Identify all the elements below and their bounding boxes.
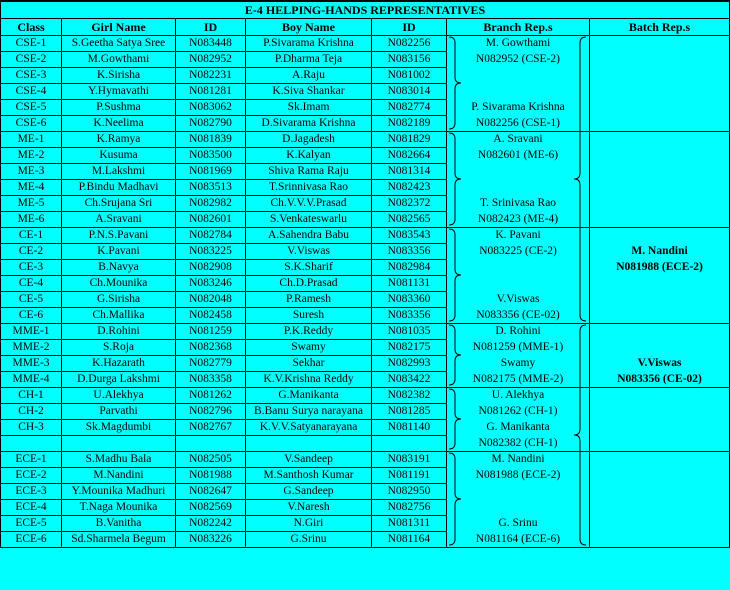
girl-name-cell: M.Gowthami bbox=[62, 52, 176, 68]
girl-id-cell: N081969 bbox=[176, 164, 246, 180]
boy-id-cell: N082950 bbox=[372, 484, 447, 500]
boy-name-cell: B.Banu Surya narayana bbox=[246, 404, 372, 420]
table-row bbox=[1, 484, 730, 500]
boy-id-cell: N083356 bbox=[372, 244, 447, 260]
girl-name-cell: P.N.S.Pavani bbox=[62, 228, 176, 244]
batch-rep-cell bbox=[590, 100, 730, 116]
boy-name-cell: D.Sivarama Krishna bbox=[246, 116, 372, 132]
class-cell: ECE-6 bbox=[1, 532, 62, 548]
branch-rep-cell: A. Sravani bbox=[447, 132, 590, 148]
table-row bbox=[1, 404, 730, 420]
table-row bbox=[1, 116, 730, 132]
batch-rep-cell bbox=[590, 52, 730, 68]
branch-rep-cell: N081164 (ECE-6) bbox=[447, 532, 590, 548]
girl-id-cell: N082505 bbox=[176, 452, 246, 468]
header-branch-reps: Branch Rep.s bbox=[447, 19, 590, 36]
class-cell: CSE-1 bbox=[1, 36, 62, 52]
girl-name-cell: K.Neelima bbox=[62, 116, 176, 132]
boy-id-cell: N081311 bbox=[372, 516, 447, 532]
girl-id-cell: N082048 bbox=[176, 292, 246, 308]
branch-rep-cell: P. Sivarama Krishna bbox=[447, 100, 590, 116]
boy-id-cell: N082382 bbox=[372, 388, 447, 404]
boy-id-cell: N081002 bbox=[372, 68, 447, 84]
class-cell: ME-6 bbox=[1, 212, 62, 228]
girl-name-cell: S.Roja bbox=[62, 340, 176, 356]
class-cell: CSE-6 bbox=[1, 116, 62, 132]
class-cell: ECE-5 bbox=[1, 516, 62, 532]
boy-id-cell: N082984 bbox=[372, 260, 447, 276]
branch-rep-cell: N082952 (CSE-2) bbox=[447, 52, 590, 68]
batch-rep-cell bbox=[590, 196, 730, 212]
branch-rep-cell bbox=[447, 260, 590, 276]
girl-id-cell: N082368 bbox=[176, 340, 246, 356]
boy-id-cell: N082993 bbox=[372, 356, 447, 372]
boy-name-cell: S.Venkateswarlu bbox=[246, 212, 372, 228]
boy-name-cell: Ch.D.Prasad bbox=[246, 276, 372, 292]
batch-rep-cell bbox=[590, 276, 730, 292]
table-row bbox=[1, 36, 730, 52]
class-cell: CH-3 bbox=[1, 420, 62, 436]
class-cell: ECE-4 bbox=[1, 500, 62, 516]
boy-id-cell: N082774 bbox=[372, 100, 447, 116]
girl-id-cell: N083358 bbox=[176, 372, 246, 388]
table-body bbox=[1, 36, 730, 548]
boy-id-cell: N082756 bbox=[372, 500, 447, 516]
girl-name-cell: Ch.Mallika bbox=[62, 308, 176, 324]
girl-id-cell: N082569 bbox=[176, 500, 246, 516]
batch-rep-cell: N081988 (ECE-2) bbox=[590, 260, 730, 276]
girl-id-cell: N081281 bbox=[176, 84, 246, 100]
boy-name-cell: N.Giri bbox=[246, 516, 372, 532]
boy-id-cell: N081191 bbox=[372, 468, 447, 484]
table-row bbox=[1, 532, 730, 548]
branch-rep-cell bbox=[447, 500, 590, 516]
header-class: Class bbox=[1, 19, 62, 36]
boy-id-cell bbox=[372, 436, 447, 452]
batch-rep-cell bbox=[590, 436, 730, 452]
branch-rep-cell: V.Viswas bbox=[447, 292, 590, 308]
girl-name-cell: Parvathi bbox=[62, 404, 176, 420]
batch-rep-cell bbox=[590, 388, 730, 404]
branch-rep-cell bbox=[447, 276, 590, 292]
girl-name-cell: A.Sravani bbox=[62, 212, 176, 228]
girl-id-cell: N083062 bbox=[176, 100, 246, 116]
branch-rep-cell: D. Rohini bbox=[447, 324, 590, 340]
girl-id-cell: N083226 bbox=[176, 532, 246, 548]
boy-id-cell: N083360 bbox=[372, 292, 447, 308]
table-row bbox=[1, 180, 730, 196]
girl-id-cell: N082779 bbox=[176, 356, 246, 372]
table-row bbox=[1, 132, 730, 148]
boy-id-cell: N082175 bbox=[372, 340, 447, 356]
class-cell: CE-6 bbox=[1, 308, 62, 324]
girl-id-cell: N082784 bbox=[176, 228, 246, 244]
branch-rep-cell: Swamy bbox=[447, 356, 590, 372]
table-row bbox=[1, 100, 730, 116]
girl-id-cell: N082982 bbox=[176, 196, 246, 212]
girl-id-cell: N081988 bbox=[176, 468, 246, 484]
header-girl-id: ID bbox=[176, 19, 246, 36]
batch-rep-cell bbox=[590, 132, 730, 148]
branch-rep-cell: K. Pavani bbox=[447, 228, 590, 244]
branch-rep-cell: N082423 (ME-4) bbox=[447, 212, 590, 228]
branch-rep-cell: N082256 (CSE-1) bbox=[447, 116, 590, 132]
boy-id-cell: N082189 bbox=[372, 116, 447, 132]
girl-name-cell: D.Durga Lakshmi bbox=[62, 372, 176, 388]
boy-name-cell: G.Sandeep bbox=[246, 484, 372, 500]
girl-name-cell: Sd.Sharmela Begum bbox=[62, 532, 176, 548]
boy-name-cell: K.V.Krishna Reddy bbox=[246, 372, 372, 388]
girl-id-cell: N081259 bbox=[176, 324, 246, 340]
table-row bbox=[1, 148, 730, 164]
girl-name-cell: G.Sirisha bbox=[62, 292, 176, 308]
batch-rep-cell: M. Nandini bbox=[590, 244, 730, 260]
branch-rep-cell: U. Alekhya bbox=[447, 388, 590, 404]
class-cell: CSE-3 bbox=[1, 68, 62, 84]
branch-rep-cell: G. Srinu bbox=[447, 516, 590, 532]
girl-name-cell: M.Nandini bbox=[62, 468, 176, 484]
class-cell: CE-4 bbox=[1, 276, 62, 292]
class-cell: CSE-2 bbox=[1, 52, 62, 68]
branch-rep-cell: M. Nandini bbox=[447, 452, 590, 468]
branch-rep-cell: N083225 (CE-2) bbox=[447, 244, 590, 260]
girl-id-cell: N083246 bbox=[176, 276, 246, 292]
boy-id-cell: N082256 bbox=[372, 36, 447, 52]
class-cell: CE-1 bbox=[1, 228, 62, 244]
boy-name-cell: V.Sandeep bbox=[246, 452, 372, 468]
batch-rep-cell bbox=[590, 420, 730, 436]
batch-rep-cell bbox=[590, 164, 730, 180]
boy-id-cell: N081829 bbox=[372, 132, 447, 148]
table-row bbox=[1, 452, 730, 468]
class-cell: ECE-1 bbox=[1, 452, 62, 468]
boy-name-cell: A.Raju bbox=[246, 68, 372, 84]
branch-rep-cell: N081988 (ECE-2) bbox=[447, 468, 590, 484]
class-cell: ME-4 bbox=[1, 180, 62, 196]
girl-name-cell: M.Lakshmi bbox=[62, 164, 176, 180]
girl-name-cell: B.Navya bbox=[62, 260, 176, 276]
girl-id-cell bbox=[176, 436, 246, 452]
girl-name-cell: Y.Hymavathi bbox=[62, 84, 176, 100]
class-cell: CH-2 bbox=[1, 404, 62, 420]
batch-rep-cell bbox=[590, 148, 730, 164]
girl-id-cell: N082790 bbox=[176, 116, 246, 132]
table-row bbox=[1, 260, 730, 276]
batch-rep-cell bbox=[590, 468, 730, 484]
batch-rep-cell bbox=[590, 484, 730, 500]
girl-name-cell bbox=[62, 436, 176, 452]
table-row bbox=[1, 212, 730, 228]
table-row bbox=[1, 292, 730, 308]
branch-rep-cell bbox=[447, 68, 590, 84]
boy-id-cell: N081035 bbox=[372, 324, 447, 340]
boy-name-cell: V.Naresh bbox=[246, 500, 372, 516]
branch-rep-cell bbox=[447, 164, 590, 180]
branch-rep-cell bbox=[447, 84, 590, 100]
class-cell: ME-5 bbox=[1, 196, 62, 212]
boy-name-cell: Sk.Imam bbox=[246, 100, 372, 116]
table-row bbox=[1, 468, 730, 484]
class-cell: ECE-3 bbox=[1, 484, 62, 500]
batch-rep-cell bbox=[590, 116, 730, 132]
boy-id-cell: N083543 bbox=[372, 228, 447, 244]
batch-rep-cell: V.Viswas bbox=[590, 356, 730, 372]
branch-rep-cell: N082175 (MME-2) bbox=[447, 372, 590, 388]
boy-id-cell: N081314 bbox=[372, 164, 447, 180]
header-batch-reps: Batch Rep.s bbox=[590, 19, 730, 36]
girl-name-cell: K.Sirisha bbox=[62, 68, 176, 84]
boy-id-cell: N083156 bbox=[372, 52, 447, 68]
girl-id-cell: N082242 bbox=[176, 516, 246, 532]
girl-id-cell: N082796 bbox=[176, 404, 246, 420]
table-row bbox=[1, 436, 730, 452]
table-row bbox=[1, 228, 730, 244]
boy-name-cell: V.Viswas bbox=[246, 244, 372, 260]
girl-name-cell: U.Alekhya bbox=[62, 388, 176, 404]
girl-id-cell: N082601 bbox=[176, 212, 246, 228]
batch-rep-cell bbox=[590, 84, 730, 100]
boy-id-cell: N081285 bbox=[372, 404, 447, 420]
girl-id-cell: N082231 bbox=[176, 68, 246, 84]
class-cell: ME-1 bbox=[1, 132, 62, 148]
boy-name-cell: P.Dharma Teja bbox=[246, 52, 372, 68]
girl-name-cell: Sk.Magdumbi bbox=[62, 420, 176, 436]
class-cell: ECE-2 bbox=[1, 468, 62, 484]
girl-id-cell: N082767 bbox=[176, 420, 246, 436]
girl-name-cell: S.Madhu Bala bbox=[62, 452, 176, 468]
table-row bbox=[1, 84, 730, 100]
branch-rep-cell: N083356 (CE-02) bbox=[447, 308, 590, 324]
table-row bbox=[1, 244, 730, 260]
batch-rep-cell bbox=[590, 500, 730, 516]
girl-name-cell: Ch.Mounika bbox=[62, 276, 176, 292]
boy-name-cell: K.Siva Shankar bbox=[246, 84, 372, 100]
class-cell bbox=[1, 436, 62, 452]
header-boy-name: Boy Name bbox=[246, 19, 372, 36]
boy-name-cell: D.Jagadesh bbox=[246, 132, 372, 148]
batch-rep-cell bbox=[590, 404, 730, 420]
header-row bbox=[1, 19, 730, 36]
class-cell: MME-1 bbox=[1, 324, 62, 340]
class-cell: MME-3 bbox=[1, 356, 62, 372]
boy-id-cell: N083356 bbox=[372, 308, 447, 324]
girl-id-cell: N082908 bbox=[176, 260, 246, 276]
girl-id-cell: N082952 bbox=[176, 52, 246, 68]
table-row bbox=[1, 500, 730, 516]
boy-name-cell: S.K.Sharif bbox=[246, 260, 372, 276]
table-row bbox=[1, 372, 730, 388]
branch-rep-cell: N082382 (CH-1) bbox=[447, 436, 590, 452]
girl-id-cell: N082647 bbox=[176, 484, 246, 500]
girl-id-cell: N082458 bbox=[176, 308, 246, 324]
girl-id-cell: N083500 bbox=[176, 148, 246, 164]
boy-name-cell: T.Srinnivasa Rao bbox=[246, 180, 372, 196]
boy-id-cell: N082664 bbox=[372, 148, 447, 164]
girl-name-cell: T.Naga Mounika bbox=[62, 500, 176, 516]
boy-name-cell: P.Sivarama Krishna bbox=[246, 36, 372, 52]
batch-rep-cell bbox=[590, 452, 730, 468]
girl-id-cell: N083225 bbox=[176, 244, 246, 260]
boy-id-cell: N081140 bbox=[372, 420, 447, 436]
batch-rep-cell bbox=[590, 36, 730, 52]
class-cell: CSE-4 bbox=[1, 84, 62, 100]
girl-name-cell: K.Hazarath bbox=[62, 356, 176, 372]
batch-rep-cell bbox=[590, 516, 730, 532]
table-row bbox=[1, 388, 730, 404]
girl-id-cell: N083448 bbox=[176, 36, 246, 52]
boy-name-cell: P.Ramesh bbox=[246, 292, 372, 308]
batch-rep-cell bbox=[590, 340, 730, 356]
boy-name-cell: Ch.V.V.V.Prasad bbox=[246, 196, 372, 212]
batch-rep-cell bbox=[590, 324, 730, 340]
boy-id-cell: N083191 bbox=[372, 452, 447, 468]
boy-name-cell: Swamy bbox=[246, 340, 372, 356]
girl-name-cell: D.Rohini bbox=[62, 324, 176, 340]
boy-name-cell bbox=[246, 436, 372, 452]
header-girl-name: Girl Name bbox=[62, 19, 176, 36]
girl-name-cell: B.Vanitha bbox=[62, 516, 176, 532]
branch-rep-cell: N082601 (ME-6) bbox=[447, 148, 590, 164]
batch-rep-cell bbox=[590, 180, 730, 196]
girl-id-cell: N083513 bbox=[176, 180, 246, 196]
boy-name-cell: Shiva Rama Raju bbox=[246, 164, 372, 180]
boy-name-cell: K.Kalyan bbox=[246, 148, 372, 164]
girl-name-cell: P.Sushma bbox=[62, 100, 176, 116]
batch-rep-cell bbox=[590, 212, 730, 228]
table-row bbox=[1, 420, 730, 436]
branch-rep-cell bbox=[447, 484, 590, 500]
boy-name-cell: A.Sahendra Babu bbox=[246, 228, 372, 244]
table-title: E-4 HELPING-HANDS REPRESENTATIVES bbox=[1, 1, 730, 19]
class-cell: ME-3 bbox=[1, 164, 62, 180]
boy-id-cell: N081164 bbox=[372, 532, 447, 548]
boy-name-cell: G.Manikanta bbox=[246, 388, 372, 404]
table-row bbox=[1, 68, 730, 84]
table-row bbox=[1, 276, 730, 292]
boy-id-cell: N082423 bbox=[372, 180, 447, 196]
girl-id-cell: N081262 bbox=[176, 388, 246, 404]
batch-rep-cell bbox=[590, 292, 730, 308]
header-boy-id: ID bbox=[372, 19, 447, 36]
boy-id-cell: N082565 bbox=[372, 212, 447, 228]
boy-name-cell: P.K.Reddy bbox=[246, 324, 372, 340]
table-row bbox=[1, 196, 730, 212]
girl-id-cell: N081839 bbox=[176, 132, 246, 148]
girl-name-cell: Kusuma bbox=[62, 148, 176, 164]
boy-id-cell: N083014 bbox=[372, 84, 447, 100]
batch-rep-cell bbox=[590, 308, 730, 324]
class-cell: CE-3 bbox=[1, 260, 62, 276]
boy-id-cell: N082372 bbox=[372, 196, 447, 212]
class-cell: MME-4 bbox=[1, 372, 62, 388]
branch-rep-cell bbox=[447, 180, 590, 196]
branch-rep-cell: T. Srinivasa Rao bbox=[447, 196, 590, 212]
class-cell: MME-2 bbox=[1, 340, 62, 356]
boy-name-cell: K.V.V.Satyanarayana bbox=[246, 420, 372, 436]
table-row bbox=[1, 164, 730, 180]
boy-name-cell: Sekhar bbox=[246, 356, 372, 372]
class-cell: CE-2 bbox=[1, 244, 62, 260]
girl-name-cell: S.Geetha Satya Sree bbox=[62, 36, 176, 52]
batch-rep-cell bbox=[590, 228, 730, 244]
boy-name-cell: Suresh bbox=[246, 308, 372, 324]
table-row bbox=[1, 356, 730, 372]
branch-rep-cell: N081262 (CH-1) bbox=[447, 404, 590, 420]
girl-name-cell: Y.Mounika Madhuri bbox=[62, 484, 176, 500]
branch-rep-cell: G. Manikanta bbox=[447, 420, 590, 436]
table-row bbox=[1, 340, 730, 356]
boy-name-cell: M.Santhosh Kumar bbox=[246, 468, 372, 484]
batch-rep-cell bbox=[590, 68, 730, 84]
batch-rep-cell bbox=[590, 532, 730, 548]
table-row bbox=[1, 308, 730, 324]
boy-id-cell: N081131 bbox=[372, 276, 447, 292]
girl-name-cell: P.Bindu Madhavi bbox=[62, 180, 176, 196]
table-row bbox=[1, 52, 730, 68]
girl-name-cell: K.Ramya bbox=[62, 132, 176, 148]
boy-name-cell: G.Srinu bbox=[246, 532, 372, 548]
branch-rep-cell: M. Gowthami bbox=[447, 36, 590, 52]
boy-id-cell: N083422 bbox=[372, 372, 447, 388]
girl-name-cell: Ch.Srujana Sri bbox=[62, 196, 176, 212]
girl-name-cell: K.Pavani bbox=[62, 244, 176, 260]
class-cell: CSE-5 bbox=[1, 100, 62, 116]
class-cell: ME-2 bbox=[1, 148, 62, 164]
batch-rep-cell: N083356 (CE-02) bbox=[590, 372, 730, 388]
branch-rep-cell: N081259 (MME-1) bbox=[447, 340, 590, 356]
table-row bbox=[1, 324, 730, 340]
class-cell: CE-5 bbox=[1, 292, 62, 308]
table-row bbox=[1, 516, 730, 532]
class-cell: CH-1 bbox=[1, 388, 62, 404]
